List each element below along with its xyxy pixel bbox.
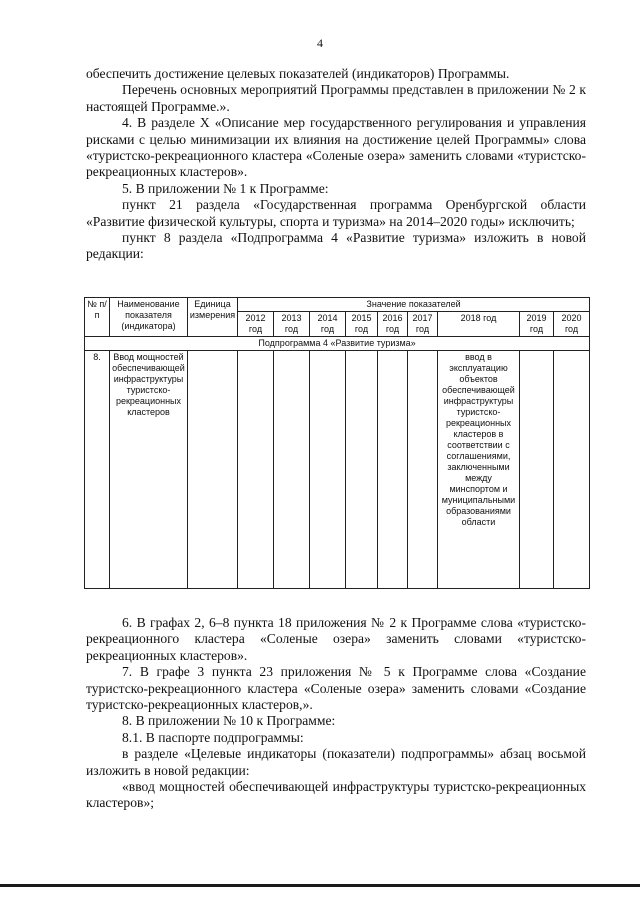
year-header: 2015 год: [346, 312, 378, 337]
row-value-2014: [310, 351, 346, 589]
paragraph: пункт 8 раздела «Подпрограмма 4 «Развитие туризма» изложить в новой редакции:: [86, 230, 586, 262]
page-number: 4: [317, 36, 323, 50]
year-header: 2017 год: [408, 312, 438, 337]
paragraph: Перечень основных мероприятий Программы представлен в приложении № 2 к настоящей Программе.».: [86, 82, 586, 114]
bottom-rule: [0, 884, 640, 887]
row-value-2016: [378, 351, 408, 589]
table-section-header: Подпрограмма 4 «Развитие туризма»: [85, 337, 590, 351]
year-header: 2013 год: [274, 312, 310, 337]
row-value-2018: ввод в эксплуатацию объектов обеспечивающей инфраструктуры туристско-рекреационных кластеров в соответствии с соглашениями, заключенными между минспортом и муниципальными образованиями области: [438, 351, 520, 589]
row-value-2020: [554, 351, 590, 589]
header-num: № п/п: [85, 298, 110, 337]
row-value-2017: [408, 351, 438, 589]
paragraph: в разделе «Целевые индикаторы (показатели) подпрограммы» абзац восьмой изложить в новой редакции:: [86, 746, 586, 778]
year-header: 2012 год: [238, 312, 274, 337]
row-value-2013: [274, 351, 310, 589]
table-row: [85, 351, 590, 589]
row-name: Ввод мощностей обеспечивающей инфраструктуры туристско-рекреационных кластеров: [110, 351, 188, 589]
paragraph: 6. В графах 2, 6–8 пункта 18 приложения № 2 к Программе слова «туристско-рекреационного кластера «Соленые озера» заменить словами «туристско-рекреационных кластеров».: [86, 615, 586, 663]
row-value-2012: [238, 351, 274, 589]
top-text-block: [86, 66, 586, 263]
paragraph: пункт 21 раздела «Государственная программа Оренбургской области «Развитие физической культуры, спорта и туризма» на 2014–2020 годы» исключить;: [86, 197, 586, 229]
year-header: 2016 год: [378, 312, 408, 337]
paragraph: 8. В приложении № 10 к Программе:: [122, 713, 336, 729]
paragraph: «ввод мощностей обеспечивающей инфраструктуры туристско-рекреационных кластеров»;: [86, 779, 586, 811]
row-num: 8.: [85, 351, 110, 589]
paragraph: обеспечить достижение целевых показателей (индикаторов) Программы.: [86, 66, 510, 81]
bottom-text-block: [86, 615, 586, 812]
year-header: 2018 год: [438, 312, 520, 337]
row-unit: [188, 351, 238, 589]
year-header: 2019 год: [520, 312, 554, 337]
paragraph: 5. В приложении № 1 к Программе:: [122, 180, 329, 196]
header-values: Значение показателей: [238, 298, 590, 312]
header-unit: Единица измерения: [188, 298, 238, 337]
row-value-2015: [346, 351, 378, 589]
indicators-table: [84, 297, 590, 589]
paragraph: 8.1. В паспорте подпрограммы:: [122, 729, 304, 745]
header-name: Наименование показателя (индикатора): [110, 298, 188, 337]
paragraph: 4. В разделе X «Описание мер государственного регулирования и управления рисками с целью минимизации их влияния на достижение целей Программы» слова «туристско-рекреационного кластера «Соленые озера» заменить словами «туристско-рекреационных кластеров».: [86, 115, 586, 180]
year-header: 2014 год: [310, 312, 346, 337]
paragraph: 7. В графе 3 пункта 23 приложения № 5 к Программе слова «Создание туристско-рекреационного кластера «Соленые озера» заменить словами «Создание туристско-рекреационных кластеров,».: [86, 664, 586, 713]
row-value-2019: [520, 351, 554, 589]
year-header: 2020 год: [554, 312, 590, 337]
